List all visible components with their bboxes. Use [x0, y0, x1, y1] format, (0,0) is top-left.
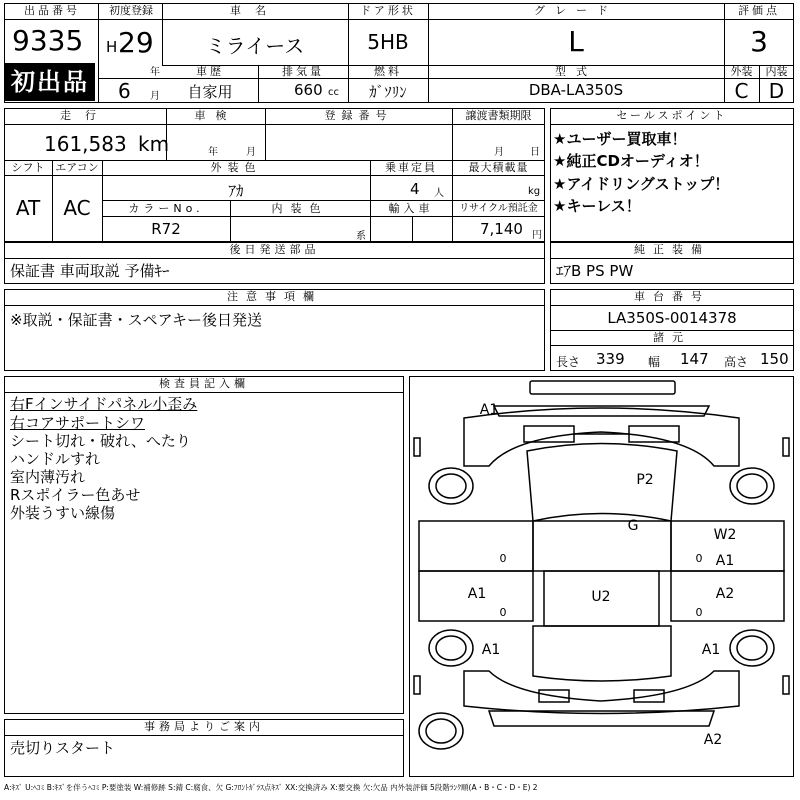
first-registration-label: 初度登録	[109, 4, 153, 17]
diag-right-fender-mark: W2	[713, 527, 737, 543]
length-label: 長さ	[556, 355, 581, 369]
fuel: ｶﾞｿﾘﾝ	[369, 83, 407, 101]
transfer-day-unit: 日	[530, 147, 540, 158]
sales-point-item: ★純正CDオーディオ！	[553, 152, 709, 170]
diag-zero-marker: 0	[499, 606, 507, 619]
aircon: AC	[63, 196, 91, 220]
era-letter: H	[106, 38, 118, 56]
dims-label: 諸元	[653, 331, 691, 344]
registration-month: 6	[118, 79, 131, 103]
inspector-note: 室内薄汚れ	[10, 468, 86, 486]
length: 339	[596, 350, 625, 368]
diag-right-front-door-mark: A2	[715, 586, 735, 602]
displacement-label: 排気量	[282, 65, 324, 78]
inspection-label: 車検	[194, 109, 237, 122]
diag-windshield-mark: G	[627, 518, 639, 534]
lot-number: 9335	[12, 24, 84, 57]
genuine-equipment-label: 純正装備	[634, 243, 710, 256]
lot-number-label: 出品番号	[24, 4, 80, 17]
inspection-month-unit: 月	[246, 147, 256, 158]
width: 147	[680, 350, 709, 368]
diag-right-fender2-mark: A1	[715, 553, 735, 569]
shift: AT	[15, 196, 41, 220]
capacity-unit: 人	[434, 188, 444, 199]
max-load-label: 最大積載量	[468, 161, 529, 174]
sales-point-item: ★ユーザー買取車！	[553, 130, 687, 148]
exterior-color: ｱｶ	[228, 182, 244, 200]
recycle-deposit: 7,140	[480, 220, 523, 238]
grade: L	[568, 25, 584, 58]
diag-right-rear-mark: A1	[701, 642, 721, 658]
interior-grade: D	[768, 79, 785, 103]
inspector-note: 外装うすい線傷	[10, 504, 116, 522]
exterior-label: 外装	[730, 65, 753, 78]
max-load-unit: kg	[528, 186, 541, 197]
capacity: 4	[410, 180, 420, 198]
color-number-label: カラーNo.	[128, 202, 204, 215]
shift-label: シフト	[11, 161, 45, 174]
inspector-label: 検査員記入欄	[159, 377, 249, 390]
mileage-unit: km	[138, 132, 170, 156]
later-parts-label: 後日発送部品	[229, 243, 320, 256]
diag-hood-mark: P2	[636, 472, 654, 488]
office-text: 売切りスタート	[10, 739, 116, 757]
height: 150	[760, 350, 789, 368]
recycle-unit: 円	[532, 230, 542, 241]
chassis-number: LA350S-0014378	[607, 309, 737, 327]
door-type-label: ドア形状	[360, 4, 416, 17]
notes-label: 注意事項欄	[227, 290, 322, 303]
sales-points-label: セールスポイント	[616, 109, 728, 122]
door-type: 5HB	[367, 30, 409, 54]
inspector-note: 右コアサポートシワ	[10, 414, 146, 432]
later-parts-text: 保証書 車両取説 予備ｷｰ	[10, 262, 170, 280]
mileage-label: 走行	[60, 109, 110, 122]
diag-left-front-door-mark: A1	[467, 586, 487, 602]
legend: A:ｷｽﾞ U:ﾍｺﾐ B:ｷｽﾞを伴うﾍｺﾐ P:要塗装 W:補修跡 S:錆 C:腐食、欠 G:ﾌﾛﾝﾄｶﾞﾗｽ点ｷｽﾞ XX:交換済み X:要交換 欠:欠品 内外装評価 5段階ﾗﾝｸ順(A・B・C・D・E) 2	[4, 783, 538, 792]
history: 自家用	[187, 83, 233, 101]
inspection-year-unit: 年	[208, 147, 218, 158]
transfer-month-unit: 月	[494, 147, 504, 158]
interior-color-label: 内装色	[271, 202, 329, 215]
registration-number-label: 登録番号	[324, 109, 393, 122]
mileage: 161,583	[44, 132, 127, 156]
exterior-color-label: 外装色	[210, 161, 262, 174]
aircon-label: エアコン	[55, 161, 99, 174]
diag-front-mark: A1	[479, 402, 499, 418]
history-label: 車歴	[196, 65, 224, 78]
diag-zero-marker: 0	[695, 552, 703, 565]
sales-point-item: ★アイドリングストップ！	[553, 175, 730, 193]
genuine-equipment-text: ｴｱB PS PW	[556, 262, 634, 280]
transfer-docs-label: 譲渡書類期限	[465, 109, 532, 122]
capacity-label: 乗車定員	[385, 161, 437, 174]
score-label: 評価点	[738, 4, 780, 17]
import-label: 輸入車	[388, 202, 434, 215]
first-listing-badge: 初出品	[5, 63, 95, 101]
interior-color-unit: 系	[356, 231, 366, 242]
diag-left-rear-mark: A1	[481, 642, 501, 658]
inspector-note: 右Fインサイドパネル小歪み	[10, 395, 198, 413]
grade-label: グレード	[534, 4, 618, 17]
inspector-note: シート切れ・破れ、へたり	[10, 432, 191, 450]
chassis-label: 車台番号	[634, 290, 710, 303]
notes-text: ※取説・保証書・スペアキー後日発送	[10, 311, 262, 329]
month-unit: 月	[150, 91, 160, 102]
height-label: 高さ	[724, 355, 749, 369]
model: DBA-LA350S	[528, 81, 624, 99]
score: 3	[750, 25, 768, 58]
diag-rear-mark: A2	[703, 732, 723, 748]
office-label: 事務局よりご案内	[144, 720, 264, 733]
model-label: 型式	[555, 65, 597, 78]
diag-zero-marker: 0	[695, 606, 703, 619]
inspector-note: ハンドルすれ	[10, 450, 101, 468]
recycle-label: リサイクル預託金	[459, 203, 538, 214]
car-name-label: 車名	[230, 4, 280, 17]
year-unit: 年	[150, 67, 160, 78]
registration-year: 29	[118, 26, 154, 59]
color-number: R72	[151, 220, 181, 238]
car-name: ミライース	[205, 34, 305, 58]
diag-roof-mark: U2	[591, 589, 611, 605]
inspector-note: Rスポイラー色あせ	[10, 486, 141, 504]
sales-point-item: ★キーレス！	[553, 197, 641, 215]
fuel-label: 燃料	[374, 65, 402, 78]
width-label: 幅	[648, 355, 661, 369]
interior-label: 内装	[765, 65, 788, 78]
displacement-unit: cc	[328, 87, 339, 98]
displacement: 660	[294, 81, 323, 99]
car-diagram	[409, 376, 794, 777]
exterior-grade: C	[734, 79, 749, 103]
diag-zero-marker: 0	[499, 552, 507, 565]
